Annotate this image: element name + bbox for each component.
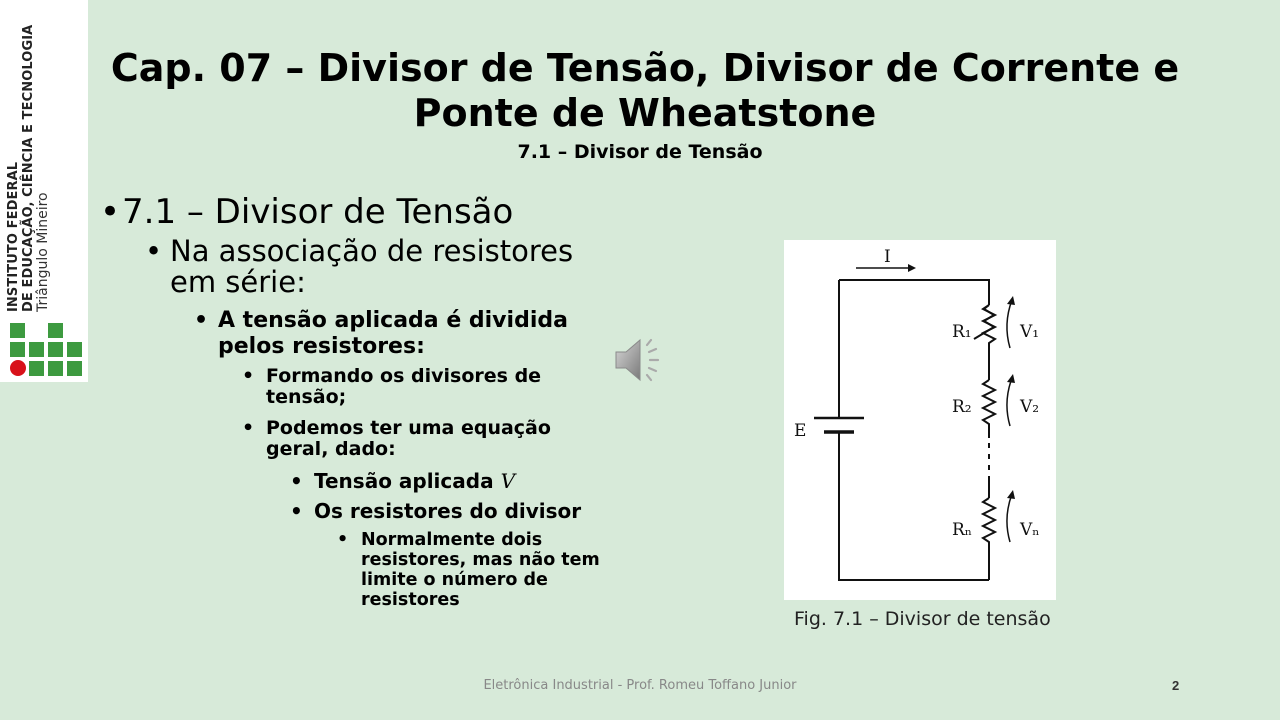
logo-line-3: Triângulo Mineiro [35,192,51,312]
resistor-r2-label: R₂ [952,397,972,417]
bullet-text: Os resistores do divisor [314,499,582,523]
logo-line-2: DE EDUCAÇÃO, CIÊNCIA E TECNOLOGIA [21,24,36,312]
bullet-level-5 [290,470,515,492]
bullet-level-4 [242,418,551,460]
bullet-level-4 [242,366,541,408]
slide-footer: Eletrônica Industrial - Prof. Romeu Toffano Junior [483,678,797,693]
bullet-text-main: Tensão aplicada [314,469,494,493]
bullet-dot: • [145,234,163,268]
slide-title-line-1: Cap. 07 – Divisor de Tensão, Divisor de Corrente e [110,46,1180,90]
bullet-dot: • [337,530,349,550]
bullet-text: Normalmente dois resistores, mas não tem limite o número de resistores [361,530,600,610]
slide-title-line-2: Ponte de Wheatstone [413,91,877,135]
voltage-vn-label: Vₙ [1020,520,1040,540]
page-number: 2 [1172,678,1180,693]
figure-caption: Fig. 7.1 – Divisor de tensão [794,608,1051,630]
bullet-level-5 [290,500,581,522]
bullet-dot: • [290,499,303,523]
voltage-v1-label: V₁ [1020,322,1040,342]
voltage-variable: V [500,469,516,493]
bullet-level-3 [194,308,568,360]
bullet-text: 7.1 – Divisor de Tensão [122,192,514,232]
bullet-dot: • [100,192,121,232]
logo-panel [0,0,88,382]
bullet-dot: • [242,417,255,439]
audio-speaker-icon[interactable] [614,336,666,389]
slide-subtitle: 7.1 – Divisor de Tensão [517,141,763,163]
bullet-text: Podemos ter uma equação geral, dado: [266,417,551,460]
bullet-text: Na associação de resistores em série: [170,234,574,299]
bullet-level-1 [100,192,513,232]
slide-title [90,46,1200,136]
institution-name [6,12,51,312]
current-label: I [884,247,891,267]
bullet-dot: • [242,365,255,387]
resistor-rn-label: Rₙ [952,520,973,540]
bullet-level-2 [145,236,573,298]
bullet-text [290,470,515,492]
resistor-r1-label: R₁ [952,322,972,342]
source-label: E [794,421,807,441]
bullet-text: A tensão aplicada é dividida pelos resistores: [218,308,568,359]
bullet-text: Formando os divisores de tensão; [266,365,542,408]
bullet-level-6 [337,530,600,610]
voltage-divider-figure [784,240,1056,600]
bullet-dot: • [194,308,209,333]
logo-line-1: INSTITUTO FEDERAL [6,161,21,312]
bullet-dot: • [290,469,303,493]
voltage-v2-label: V₂ [1020,397,1040,417]
